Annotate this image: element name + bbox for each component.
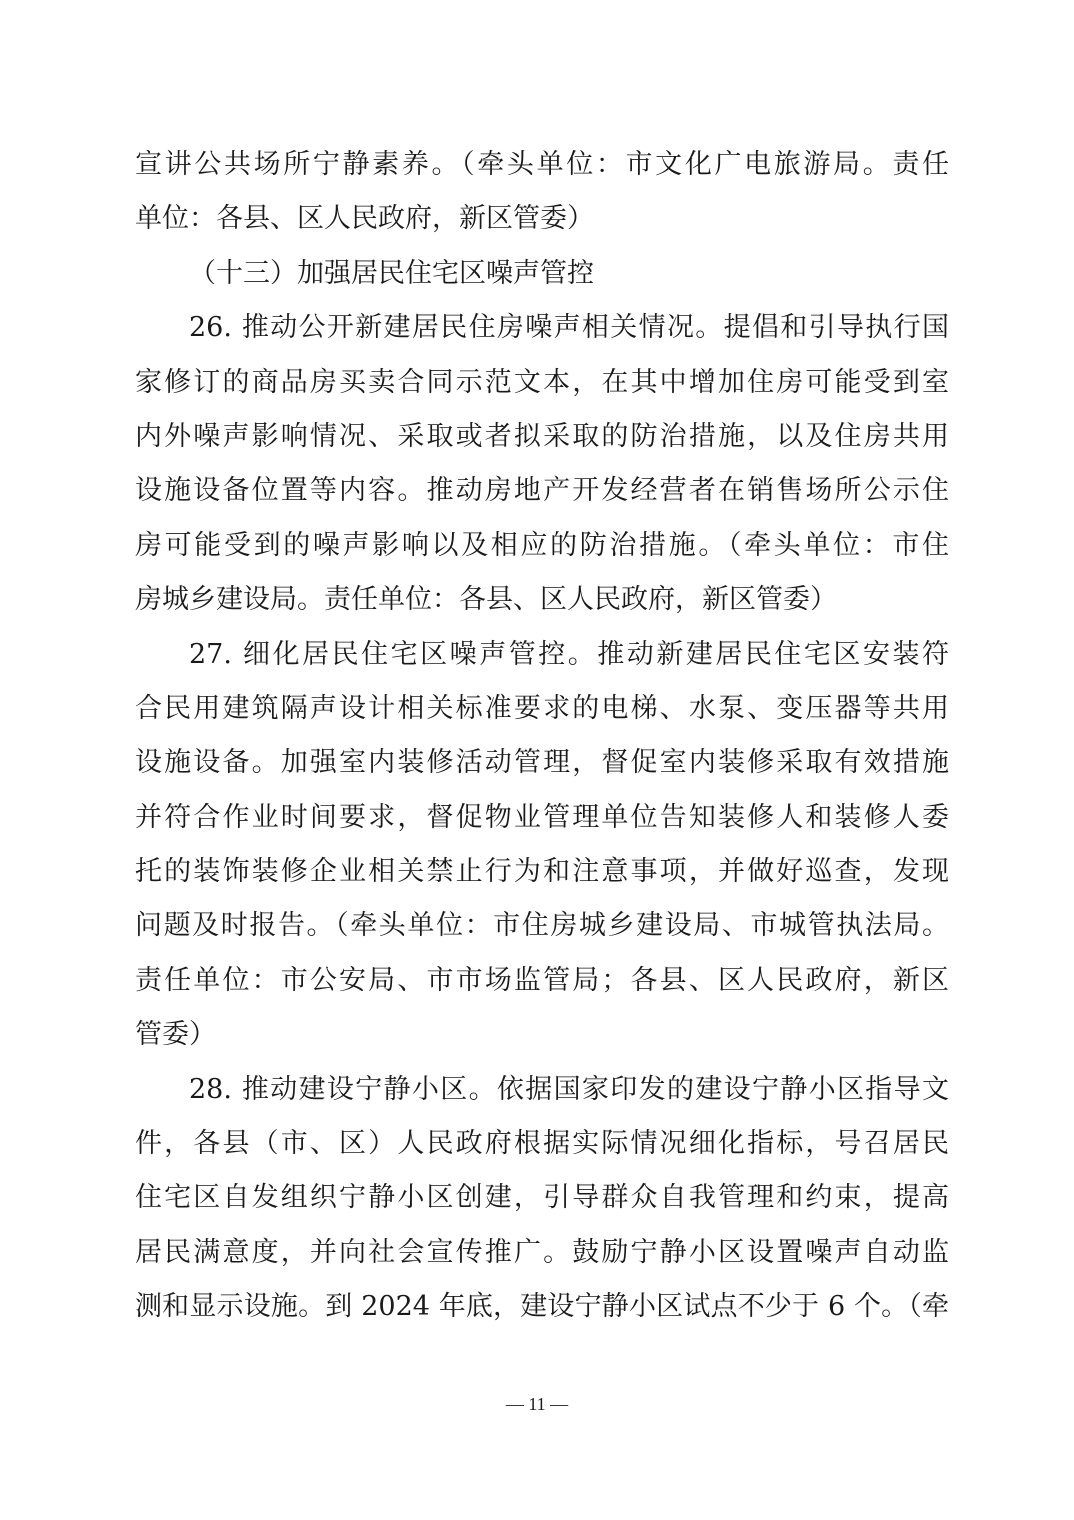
text-line: 内外噪声影响情况、采取或者拟采取的防治措施，以及住房共用 (135, 420, 949, 452)
text-line: 设施设备。加强室内装修活动管理，督促室内装修采取有效措施 (135, 747, 949, 779)
text-line: 家修订的商品房买卖合同示范文本，在其中增加住房可能受到室 (135, 366, 949, 398)
text-line: 测和显示设施。到 2024 年底，建设宁静小区试点不少于 6 个。（牵 (135, 1291, 949, 1323)
text-line: 责任单位：市公安局、市市场监管局；各县、区人民政府，新区 (135, 964, 949, 996)
page-number: — 11 — (505, 1394, 569, 1414)
paragraph-start-line: 26. 推动公开新建居民住房噪声相关情况。提倡和引导执行国 (189, 312, 949, 344)
text-line: 居民满意度，并向社会宣传推广。鼓励宁静小区设置噪声自动监 (135, 1236, 949, 1268)
text-line: 设施设备位置等内容。推动房地产开发经营者在销售场所公示住 (135, 475, 949, 507)
text-line: 合民用建筑隔声设计相关标准要求的电梯、水泵、变压器等共用 (135, 692, 949, 724)
text-line: 住宅区自发组织宁静小区创建，引导群众自我管理和约束，提高 (135, 1182, 949, 1214)
text-line: 托的装饰装修企业相关禁止行为和注意事项，并做好巡查，发现 (135, 856, 949, 888)
document-body (135, 138, 949, 1335)
paragraph-start-line: 28. 推动建设宁静小区。依据国家印发的建设宁静小区指导文 (189, 1073, 949, 1105)
text-line: 房可能受到的噪声影响以及相应的防治措施。（牵头单位：市住 (135, 529, 949, 561)
text-line: 件，各县（市、区）人民政府根据实际情况细化指标，号召居民 (135, 1128, 949, 1160)
text-line: 宣讲公共场所宁静素养。（牵头单位：市文化广电旅游局。责任 (135, 149, 949, 180)
section-heading: （十三）加强居民住宅区噪声管控 (189, 257, 594, 289)
text-line: 问题及时报告。（牵头单位：市住房城乡建设局、市城管执法局。 (135, 910, 949, 942)
paragraph-start-line: 27. 细化居民住宅区噪声管控。推动新建居民住宅区安装符 (189, 638, 949, 670)
text-line: 房城乡建设局。责任单位：各县、区人民政府，新区管委） (135, 584, 837, 616)
text-line: 管委） (135, 1019, 216, 1051)
text-line: 并符合作业时间要求，督促物业管理单位告知装修人和装修人委 (135, 801, 949, 833)
text-line: 单位：各县、区人民政府，新区管委） (135, 203, 594, 235)
